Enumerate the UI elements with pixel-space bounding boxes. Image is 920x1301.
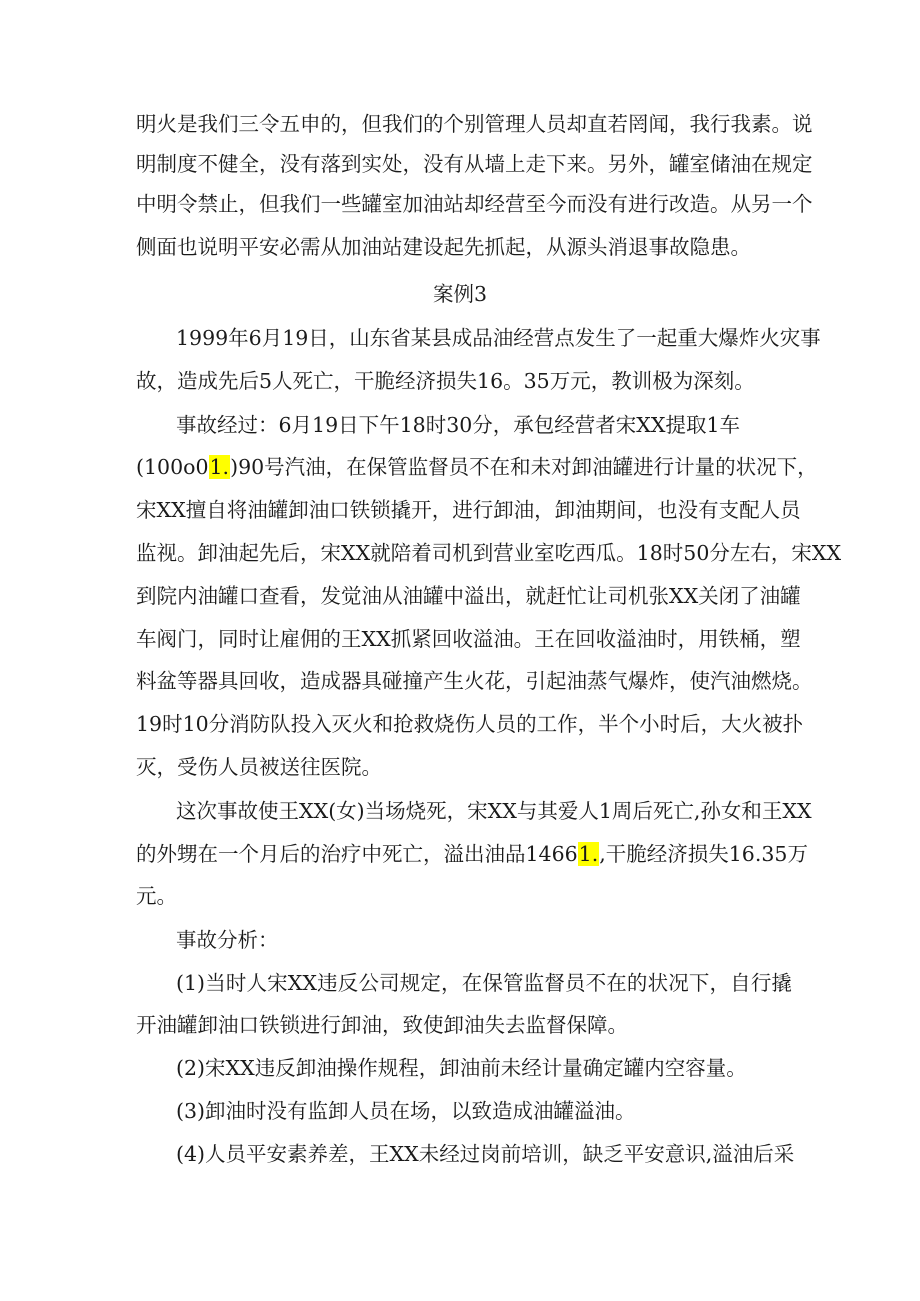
subheading: 事故分析：: [176, 928, 279, 952]
highlight: 1.: [578, 842, 599, 866]
text-line: 事故经过：6月19日下午18时30分，承包经营者宋XX提取1车: [176, 413, 741, 437]
text-line: 明火是我们三令五申的，但我们的个别管理人员却直若罔闻，我行我素。说: [136, 112, 813, 136]
text-line: 明制度不健全，没有落到实处，没有从墙上走下来。另外，罐室储油在规定: [136, 152, 813, 176]
list-item: (2)宋XX违反卸油操作规程，卸油前未经计量确定罐内空容量。: [176, 1056, 747, 1080]
text-line: [136, 834, 808, 874]
list-item: (3)卸油时没有监卸人员在场，以致造成油罐溢油。: [176, 1099, 636, 1123]
text-line: 故，造成先后5人死亡，干脆经济损失16。35万元，教训极为深刻。: [136, 369, 755, 393]
text-span: (100o0: [136, 455, 209, 479]
text-line: 19时10分消防队投入灭火和抢救烧伤人员的工作，半个小时后，大火被扑: [136, 712, 804, 736]
text-line: 灭，受伤人员被送往医院。: [136, 755, 382, 779]
text-line: 宋XX擅自将油罐卸油口铁锁撬开，进行卸油，卸油期间，也没有支配人员: [136, 498, 801, 522]
highlight: 1.: [209, 455, 230, 479]
text-line: 1999年6月19日，山东省某县成品油经营点发生了一起重大爆炸火灾事: [176, 326, 821, 350]
text-span: ,干脆经济损失16.35万: [599, 842, 808, 866]
text-line: 这次事故使王XX(女)当场烧死，宋XX与其爱人1周后死亡,孙女和王XX: [176, 799, 812, 823]
text-line: 监视。卸油起先后，宋XX就陪着司机到营业室吃西瓜。18时50分左右，宋XX: [136, 541, 842, 565]
text-line: 开油罐卸油口铁锁进行卸油，致使卸油失去监督保障。: [136, 1013, 628, 1037]
text-line: 车阀门，同时让雇佣的王XX抓紧回收溢油。王在回收溢油时，用铁桶，塑: [136, 627, 801, 651]
text-line: 中明令禁止，但我们一些罐室加油站却经营至今而没有进行改造。从另一个: [136, 192, 813, 216]
list-item: (1)当时人宋XX违反公司规定，在保管监督员不在的状况下，自行撬: [176, 971, 792, 995]
text-line: 料盆等器具回收，造成器具碰撞产生火花，引起油蒸气爆炸，使汽油燃烧。: [136, 669, 813, 693]
text-line: 侧面也说明平安必需从加油站建设起先抓起，从源头消退事故隐患。: [136, 235, 751, 259]
text-span: )90号汽油，在保管监督员不在和未对卸油罐进行计量的状况下，: [230, 455, 818, 479]
list-item: (4)人员平安素养差，王XX未经过岗前培训，缺乏平安意识,溢油后采: [176, 1142, 795, 1166]
text-line: 元。: [136, 884, 177, 908]
text-line: [136, 447, 818, 487]
text-span: 的外甥在一个月后的治疗中死亡，溢出油品1466: [136, 842, 578, 866]
text-line: 到院内油罐口查看，发觉油从油罐中溢出，就赶忙让司机张XX关闭了油罐: [136, 584, 801, 608]
section-heading: 案例3: [432, 282, 488, 306]
